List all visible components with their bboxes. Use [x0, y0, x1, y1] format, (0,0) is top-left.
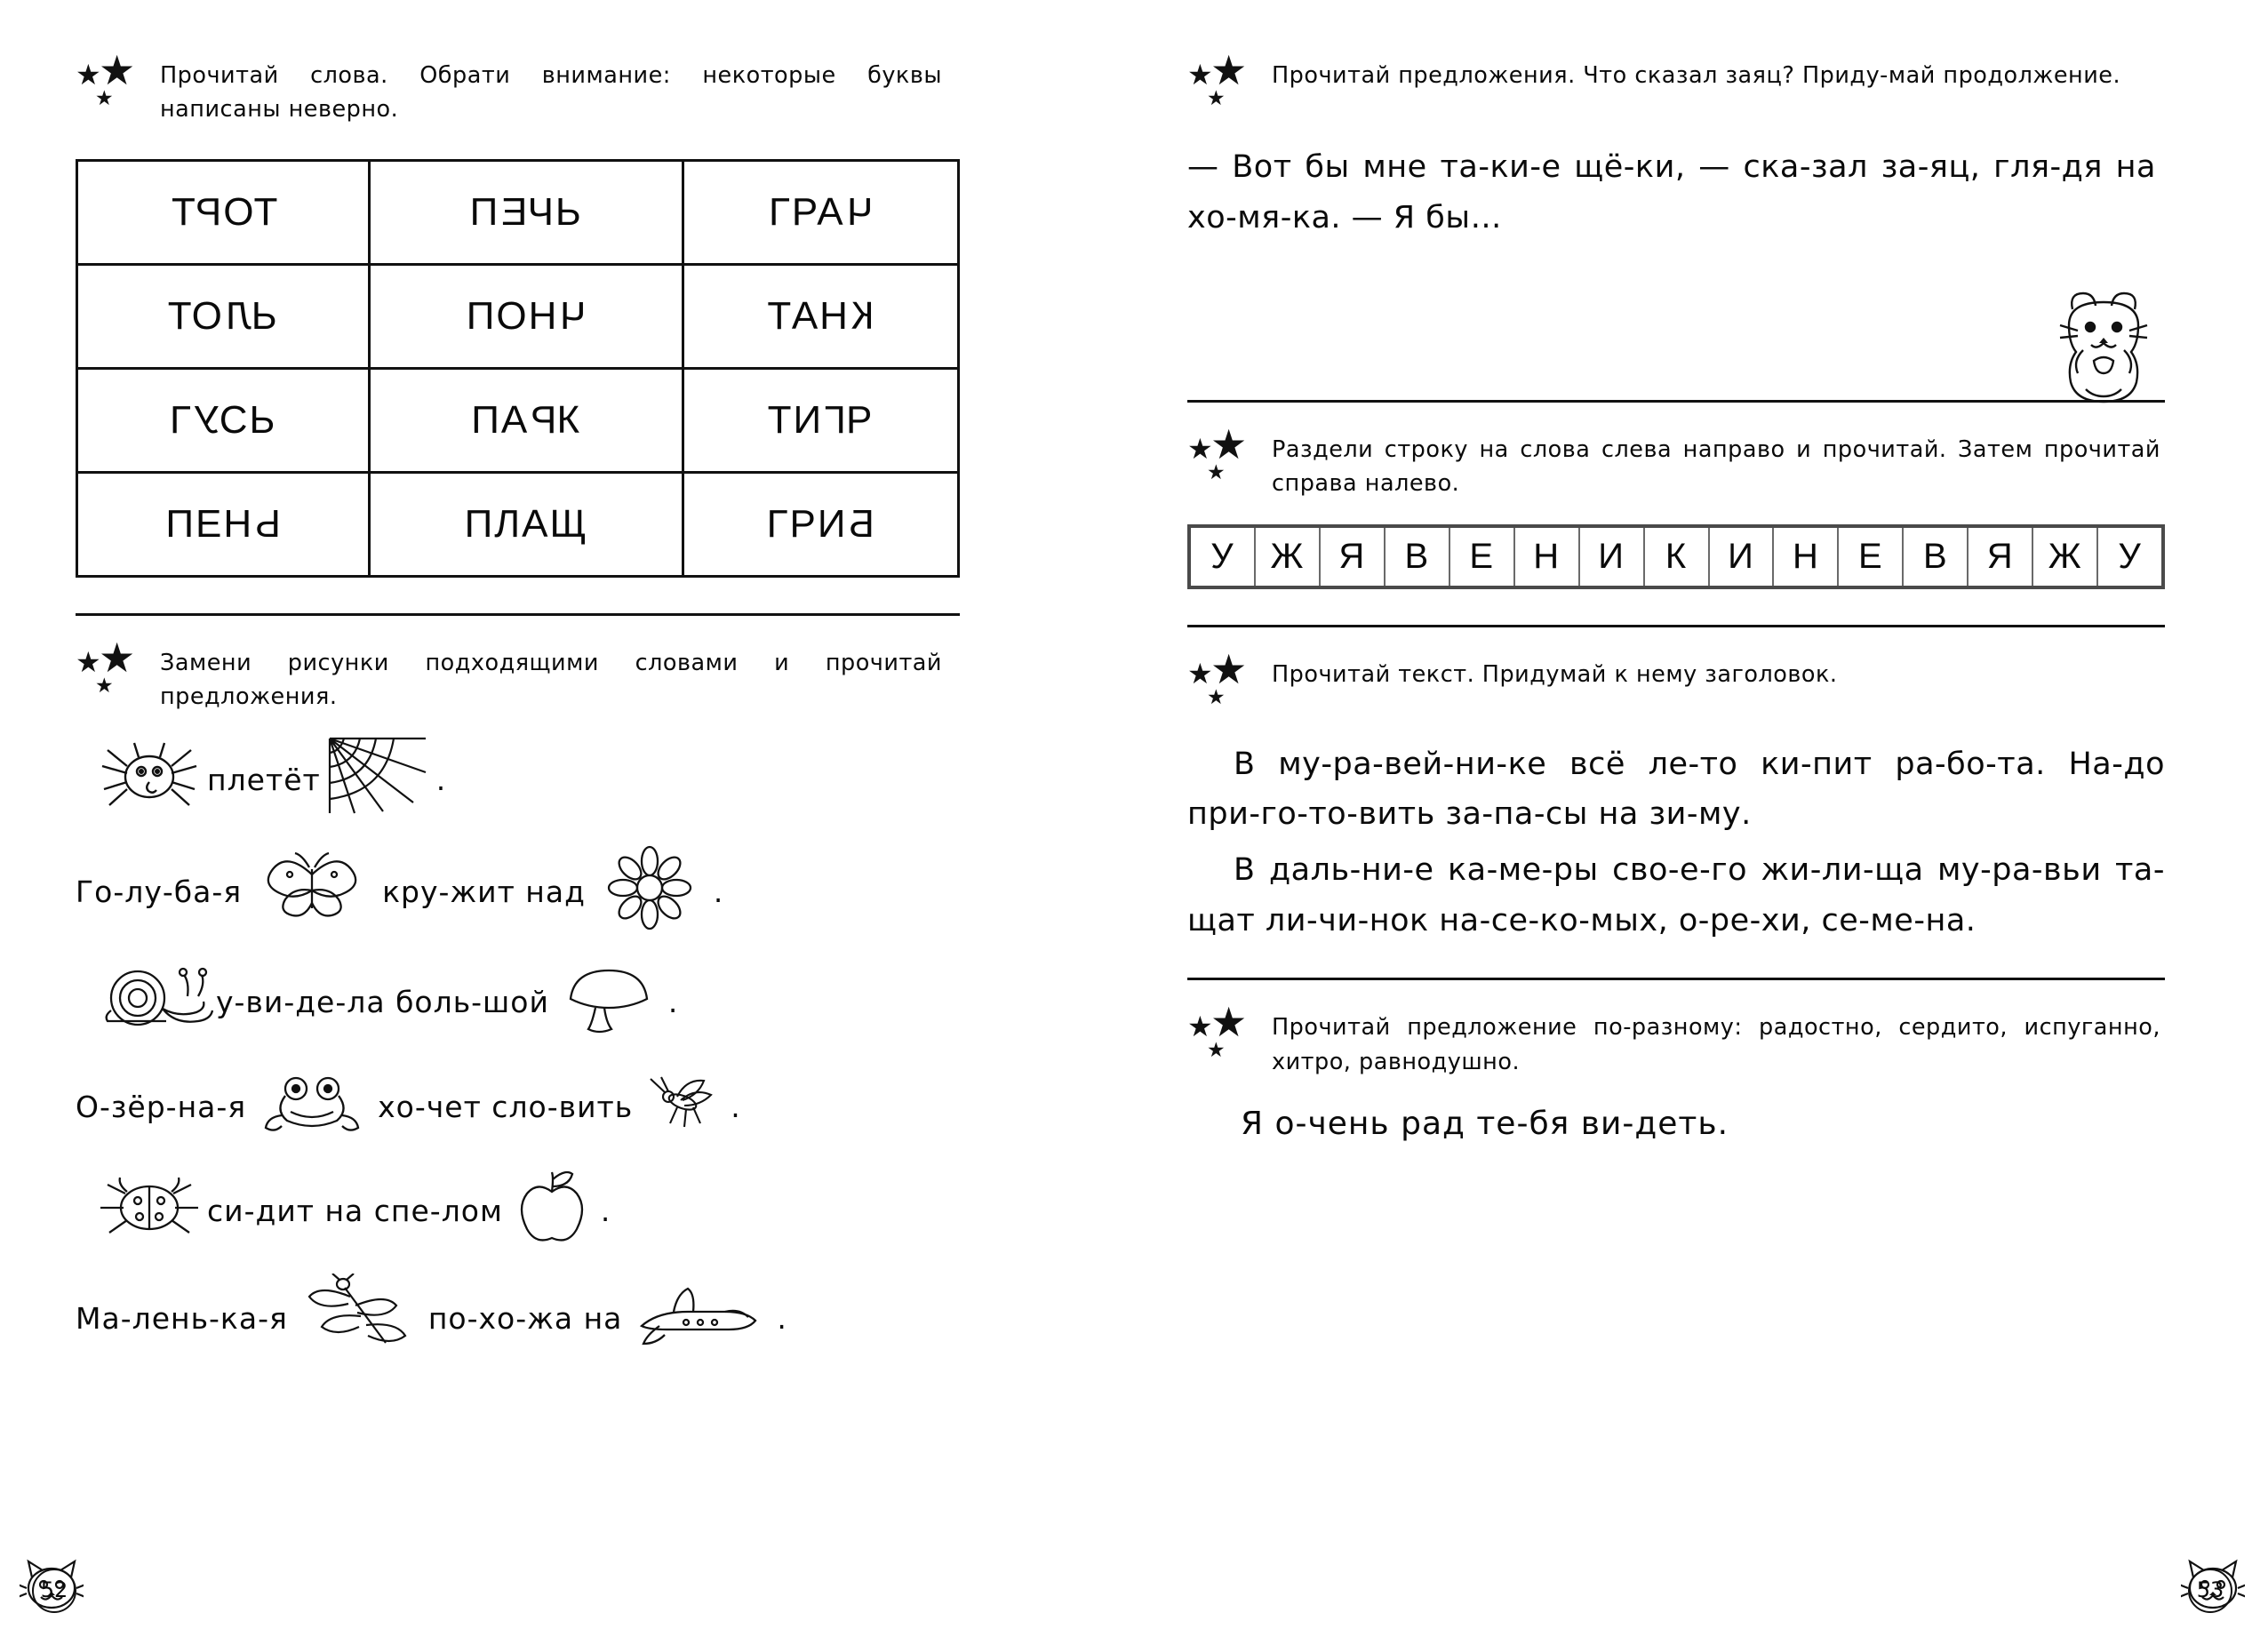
word-cell: ПЕНЬ: [77, 472, 370, 576]
sentence-word: кру-жит над: [382, 874, 586, 909]
sentence-punct: .: [600, 1193, 611, 1228]
word-cell: ГРАЧ: [683, 160, 959, 264]
picture-sentence: [76, 957, 1072, 1046]
star-bullet-icon: ★ ★ ★: [1187, 644, 1248, 709]
word-cell: ТОЛЬ: [77, 264, 370, 368]
page-number-left: 52: [32, 1569, 76, 1613]
divider: [1187, 978, 2165, 980]
task-6-text: Прочитай предложение по-разному: радостно, сердито, испуганно, хитро, равнодушно.: [1272, 1014, 2160, 1075]
letter-cell: Ж: [1256, 528, 1321, 586]
task-2: [76, 633, 1072, 715]
word-cell: ПОНЧ: [370, 264, 683, 368]
star-bullet-icon: ★ ★ ★: [1187, 46, 1248, 110]
picture-sentence: [76, 1274, 1072, 1362]
butterfly-icon: [254, 848, 370, 935]
flower-icon: [596, 845, 703, 938]
sentence-punct: .: [777, 1300, 787, 1336]
picture-sentence: [76, 733, 1072, 826]
letter-cell: Ж: [2033, 528, 2098, 586]
story-text: [1187, 739, 2165, 946]
sentence-punct: .: [667, 984, 679, 1019]
task-4-text: Раздели строку на слова слева направо и прочитай. Затем прочитай справа налево.: [1272, 436, 2160, 498]
word-cell: ПЕЧЬ: [370, 160, 683, 264]
sentence-word: хо-чет сло-вить: [378, 1089, 634, 1124]
ladybug-icon: [92, 1169, 207, 1252]
task-4: [1187, 420, 2197, 501]
letter-cell: В: [1904, 528, 1969, 586]
task-3-text: Прочитай предложения. Что сказал заяц? Приду-май продолжение.: [1272, 62, 2121, 89]
picture-sentence: [76, 1167, 1072, 1254]
frog-icon: [259, 1067, 365, 1146]
divider: [1187, 400, 2165, 403]
letter-cell: И: [1580, 528, 1645, 586]
spider-icon: [92, 738, 207, 821]
story-paragraph: В му-ра-вей-ни-ке всё ле-то ки-пит ра-бо-та. На-до при-го-то-вить за-па-сы на зи-му.: [1187, 746, 2165, 833]
letter-cell: У: [1191, 528, 1256, 586]
right-page: [1134, 0, 2268, 1645]
sentence-word: Ма-лень-ка-я: [76, 1300, 288, 1336]
sentence-word: плетёт: [207, 762, 321, 797]
task-6: [1187, 998, 2197, 1079]
letter-cell: И: [1710, 528, 1775, 586]
table-row: [77, 160, 959, 264]
sentence-word: Го-лу-ба-я: [76, 874, 243, 909]
sentence-word: по-хо-жа на: [427, 1300, 623, 1336]
task-5: [1187, 644, 2197, 716]
letter-cell: В: [1386, 528, 1450, 586]
snail-icon: [92, 957, 216, 1046]
mosquito-icon: [642, 1072, 722, 1141]
sentence-punct: .: [713, 874, 724, 909]
letter-cell: Я: [1969, 528, 2033, 586]
word-cell: ГРИБ: [683, 472, 959, 576]
sentence-punct: .: [731, 1089, 741, 1124]
dragonfly-icon: [300, 1274, 416, 1362]
task-1-text: Прочитай слова. Обрати внимание: некоторые буквы написаны неверно.: [160, 62, 942, 124]
airplane-icon: [633, 1276, 766, 1360]
word-cell: ТОРТ: [77, 160, 370, 264]
mushroom-icon: [560, 960, 658, 1043]
letter-cell: Я: [1321, 528, 1386, 586]
letter-cell: Н: [1515, 528, 1580, 586]
letter-cell: Е: [1450, 528, 1515, 586]
divider: [76, 613, 960, 616]
letter-strip: [1187, 524, 2165, 589]
word-cell: ТАНК: [683, 264, 959, 368]
star-bullet-icon: ★ ★ ★: [1187, 998, 1248, 1063]
picture-sentence: [76, 1066, 1072, 1147]
word-table: [76, 159, 960, 578]
word-cell: ПАРК: [370, 368, 683, 472]
story-paragraph: В даль-ни-е ка-ме-ры сво-е-го жи-ли-ща му-ра-вьи та-щат ли-чи-нок на-се-ко-мых, о-ре-хи, се-ме-на.: [1187, 851, 2165, 938]
star-bullet-icon: ★ ★ ★: [1187, 420, 1248, 484]
task-5-text: Прочитай текст. Придумай к нему заголовок.: [1272, 660, 1838, 688]
task-2-text: Замени рисунки подходящими словами и прочитай предложения.: [160, 649, 942, 710]
spiderweb-icon: [321, 733, 436, 826]
dialog-text: — Вот бы мне та-ки-е щё-ки, — ска-зал за-яц, гля-дя на хо-мя-ка. — Я бы…: [1187, 149, 2156, 236]
task-1: [76, 46, 1072, 127]
page-number-right: 53: [2188, 1569, 2232, 1613]
word-cell: ГУСЬ: [77, 368, 370, 472]
final-sentence: Я о-чень рад те-бя ви-деть.: [1241, 1105, 1729, 1142]
table-row: [77, 368, 959, 472]
letter-cell: К: [1645, 528, 1710, 586]
table-row: [77, 264, 959, 368]
letter-cell: Е: [1839, 528, 1904, 586]
letter-cell: Н: [1774, 528, 1839, 586]
task-3: [1187, 46, 2197, 117]
divider: [1187, 625, 2165, 627]
hamster-icon: [2037, 275, 2170, 412]
table-row: [77, 472, 959, 576]
sentence-word: у-ви-де-ла боль-шой: [216, 984, 549, 1019]
word-cell: ТИГР: [683, 368, 959, 472]
sentence-word: О-зёр-на-я: [76, 1089, 247, 1124]
star-bullet-icon: ★ ★ ★: [76, 633, 136, 698]
word-cell: ПЛАЩ: [370, 472, 683, 576]
apple-icon: [514, 1167, 590, 1254]
sentence-punct: .: [435, 762, 447, 797]
picture-sentence: [76, 845, 1072, 938]
sentence-word: си-дит на спе-лом: [207, 1193, 503, 1228]
star-bullet-icon: ★ ★ ★: [76, 46, 136, 110]
letter-cell: У: [2118, 536, 2142, 576]
